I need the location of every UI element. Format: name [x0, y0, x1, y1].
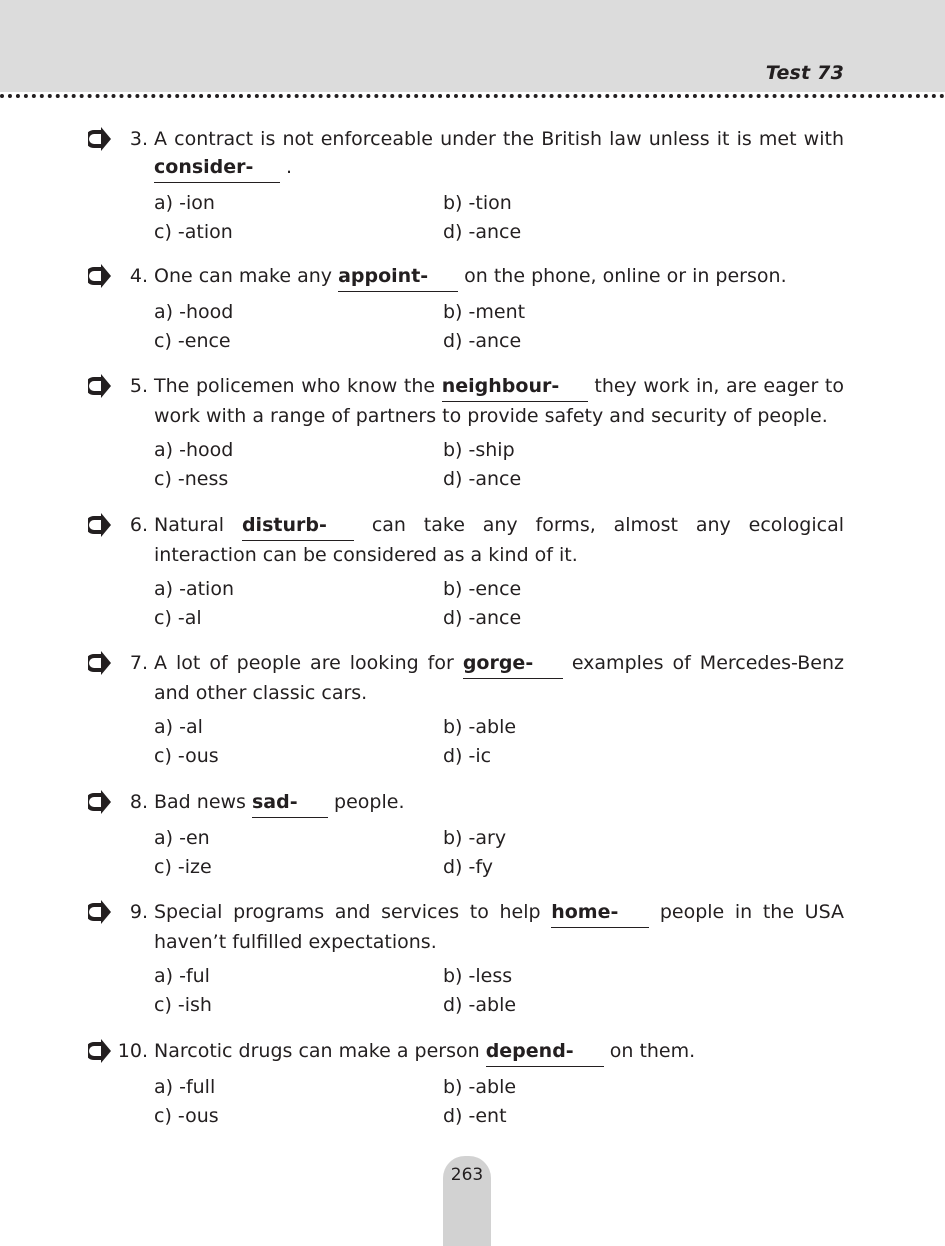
option-c[interactable]: c) -ous	[154, 745, 219, 767]
question-text: The policemen who know the neighbour- they work in, are eager to work with a range of partners to provide safety and security of people.	[154, 372, 844, 430]
option-c[interactable]: c) -ize	[154, 856, 212, 878]
question-text: Natural disturb- can take any forms, almost any ecological interaction can be considered as a kind of it.	[154, 511, 844, 569]
option-a[interactable]: a) -ation	[154, 578, 234, 600]
question-6	[88, 511, 848, 633]
option-a[interactable]: a) -ion	[154, 192, 215, 214]
answer-blank[interactable]: disturb-	[242, 511, 354, 541]
option-d[interactable]: d) -ic	[443, 745, 492, 767]
question-number: 10.	[117, 1040, 148, 1062]
option-d[interactable]: d) -ance	[443, 468, 522, 490]
question-text: Bad news sad- people.	[154, 788, 844, 818]
answer-blank[interactable]: home-	[551, 898, 649, 928]
option-b[interactable]: b) -ship	[443, 439, 515, 461]
option-a[interactable]: a) -ful	[154, 965, 210, 987]
option-d[interactable]: d) -fy	[443, 856, 493, 878]
option-b[interactable]: b) -ence	[443, 578, 522, 600]
answer-options	[154, 436, 714, 494]
option-b[interactable]: b) -tion	[443, 192, 512, 214]
option-d[interactable]: d) -ance	[443, 607, 522, 629]
question-number: 8.	[129, 791, 148, 813]
question-4	[88, 262, 848, 356]
option-c[interactable]: c) -ence	[154, 330, 231, 352]
answer-options	[154, 713, 714, 771]
dotted-divider	[0, 94, 945, 98]
question-number: 5.	[129, 375, 148, 397]
option-b[interactable]: b) -ary	[443, 827, 507, 849]
question-text: One can make any appoint- on the phone, online or in person.	[154, 262, 844, 292]
option-c[interactable]: c) -ation	[154, 221, 233, 243]
question-8	[88, 788, 848, 882]
answer-blank[interactable]: appoint-	[338, 262, 458, 292]
answer-blank[interactable]: consider-	[154, 153, 280, 183]
answer-blank[interactable]: sad-	[252, 788, 328, 818]
option-b[interactable]: b) -less	[443, 965, 513, 987]
question-7	[88, 649, 848, 771]
option-c[interactable]: c) -ous	[154, 1105, 219, 1127]
option-d[interactable]: d) -ance	[443, 330, 522, 352]
answer-options	[154, 824, 714, 882]
question-number: 7.	[129, 652, 148, 674]
question-text: Narcotic drugs can make a person depend- on them.	[154, 1037, 844, 1067]
option-a[interactable]: a) -en	[154, 827, 210, 849]
question-text: A lot of people are looking for gorge- examples of Mercedes-Benz and other classic cars.	[154, 649, 844, 707]
option-a[interactable]: a) -full	[154, 1076, 216, 1098]
option-a[interactable]: a) -hood	[154, 301, 234, 323]
answer-options	[154, 962, 714, 1020]
option-c[interactable]: c) -ness	[154, 468, 229, 490]
answer-options	[154, 1073, 714, 1131]
question-10	[88, 1037, 848, 1131]
answer-options	[154, 189, 714, 247]
test-title: Test 73	[765, 62, 844, 84]
option-d[interactable]: d) -able	[443, 994, 517, 1016]
question-3	[88, 125, 848, 247]
question-text: Special programs and services to help home- people in the USA haven’t fulfilled expectations.	[154, 898, 844, 956]
answer-blank[interactable]: depend-	[486, 1037, 604, 1067]
question-number: 9.	[129, 901, 148, 923]
option-a[interactable]: a) -al	[154, 716, 203, 738]
option-c[interactable]: c) -ish	[154, 994, 212, 1016]
answer-options	[154, 575, 714, 633]
option-b[interactable]: b) -able	[443, 1076, 517, 1098]
answer-blank[interactable]: gorge-	[463, 649, 563, 679]
question-number: 6.	[129, 514, 148, 536]
question-5	[88, 372, 848, 494]
option-a[interactable]: a) -hood	[154, 439, 234, 461]
answer-options	[154, 298, 714, 356]
option-b[interactable]: b) -ment	[443, 301, 526, 323]
option-c[interactable]: c) -al	[154, 607, 202, 629]
option-b[interactable]: b) -able	[443, 716, 517, 738]
answer-blank[interactable]: neighbour-	[442, 372, 588, 402]
question-text: A contract is not enforceable under the British law unless it is met with consider- .	[154, 125, 844, 183]
question-9	[88, 898, 848, 1020]
option-d[interactable]: d) -ance	[443, 221, 522, 243]
question-number: 3.	[129, 128, 148, 150]
question-number: 4.	[129, 265, 148, 287]
page-number: 263	[450, 1165, 484, 1185]
option-d[interactable]: d) -ent	[443, 1105, 507, 1127]
